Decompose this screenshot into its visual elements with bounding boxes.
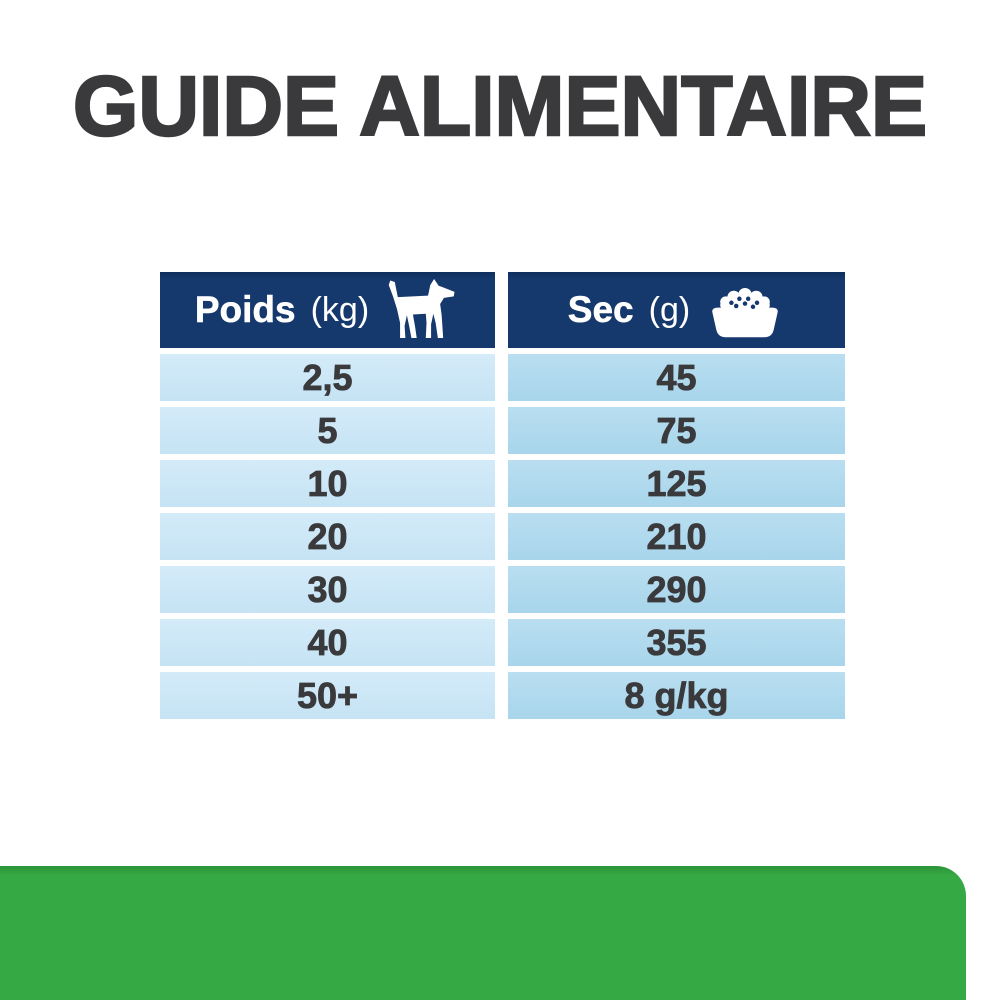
food-bowl-icon (705, 281, 785, 339)
sec-cell: 8 g/kg (508, 672, 845, 719)
poids-cell: 2,5 (160, 354, 495, 401)
column-header-sec (508, 272, 845, 348)
sec-cell: 210 (508, 513, 845, 560)
green-footer-band (0, 866, 966, 1000)
column-header-poids (160, 272, 495, 348)
sec-cell: 45 (508, 354, 845, 401)
sec-cell: 75 (508, 407, 845, 454)
sec-cell: 290 (508, 566, 845, 613)
poids-cell: 50+ (160, 672, 495, 719)
poids-cell: 20 (160, 513, 495, 560)
poids-cell: 10 (160, 460, 495, 507)
sec-cell: 125 (508, 460, 845, 507)
feeding-guide-table (160, 272, 845, 719)
sec-cell: 355 (508, 619, 845, 666)
poids-cell: 5 (160, 407, 495, 454)
poids-cell: 40 (160, 619, 495, 666)
poids-header-label: Poids (194, 289, 296, 330)
dog-icon (384, 279, 460, 341)
poids-header-unit: (kg) (310, 290, 370, 329)
sec-header-label: Sec (567, 289, 634, 330)
poids-cell: 30 (160, 566, 495, 613)
sec-header-unit: (g) (648, 290, 691, 329)
page-title: GUIDE ALIMENTAIRE (73, 59, 927, 153)
